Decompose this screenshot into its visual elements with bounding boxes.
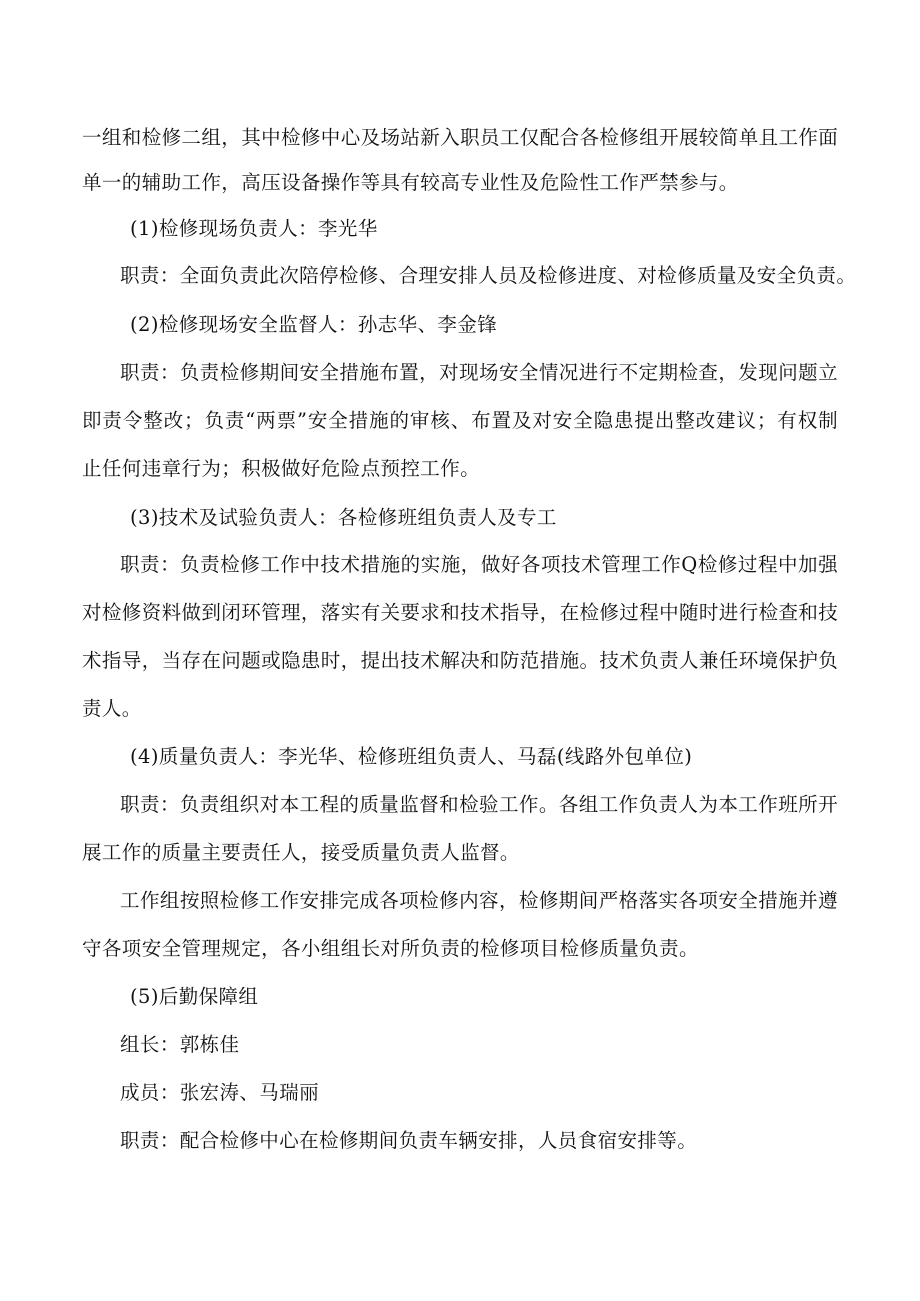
paragraph-line: 工作组按照检修工作安排完成各项检修内容，检修期间严格落实各项安全措施并遵: [120, 889, 838, 912]
paragraph-line: 职责：负责检修期间安全措施布置，对现场安全情况进行不定期检查，发现问题立: [120, 361, 838, 384]
paragraph-line: 止任何违章行为；积极做好危险点预控工作。: [82, 457, 481, 480]
paragraph-line: 职责：全面负责此次陪停检修、合理安排人员及检修进度、对检修质量及安全负责。: [120, 264, 857, 287]
paragraph-line: 职责：配合检修中心在检修期间负责车辆安排，人员食宿安排等。: [120, 1129, 698, 1152]
section-heading-4: (4)质量负责人：李光华、检修班组负责人、马磊(线路外包单位): [130, 745, 693, 768]
section-heading-1: (1)检修现场负责人：李光华: [130, 217, 378, 240]
paragraph-line: 单一的辅助工作，高压设备操作等具有较高专业性及危险性工作严禁参与。: [82, 171, 739, 194]
paragraph-line: 组长：郭栋佳: [120, 1033, 240, 1056]
paragraph-line: 即责令整改；负责“两票”安全措施的审核、布置及对安全隐患提出整改建议；有权制: [82, 409, 838, 432]
section-heading-5: (5)后勤保障组: [130, 985, 259, 1008]
paragraph-line: 职责：负责检修工作中技术措施的实施，做好各项技术管理工作Q检修过程中加强: [120, 553, 838, 576]
paragraph-line: 守各项安全管理规定，各小组组长对所负责的检修项目检修质量负责。: [82, 937, 699, 960]
paragraph-line: 成员：张宏涛、马瑞丽: [120, 1081, 320, 1104]
section-heading-3: (3)技术及试验负责人：各检修班组负责人及专工: [130, 506, 557, 529]
paragraph-line: 术指导，当存在问题或隐患时，提出技术解决和防范措施。技术负责人兼任环境保护负: [82, 649, 839, 672]
paragraph-line: 对检修资料做到闭环管理，落实有关要求和技术指导，在检修过程中随时进行检查和技: [82, 601, 839, 624]
paragraph-line: 展工作的质量主要责任人，接受质量负责人监督。: [82, 841, 520, 864]
section-heading-2: (2)检修现场安全监督人：孙志华、李金锋: [130, 313, 498, 336]
paragraph-line: 一组和检修二组，其中检修中心及场站新入职员工仅配合各检修组开展较简单且工作面: [82, 126, 839, 149]
paragraph-line: 职责：负责组织对本工程的质量监督和检验工作。各组工作负责人为本工作班所开: [120, 793, 838, 816]
paragraph-line: 责人。: [82, 697, 142, 720]
